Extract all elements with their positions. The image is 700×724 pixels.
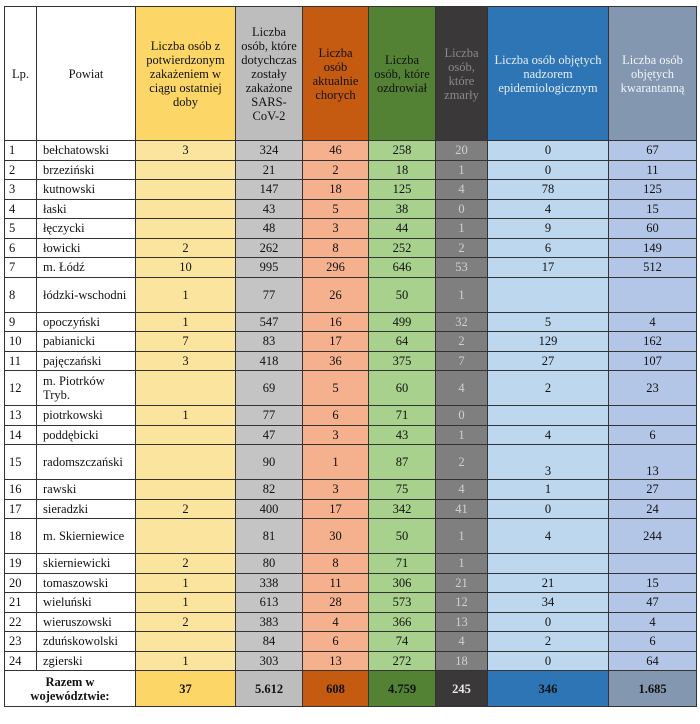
cell-lp: 10 xyxy=(5,332,37,352)
cell-active: 2 xyxy=(303,160,369,180)
cell-active: 17 xyxy=(303,332,369,352)
table-row xyxy=(5,160,697,180)
totals-row xyxy=(5,671,697,707)
cell-county: zduńskowolski xyxy=(37,632,136,652)
cell-supervised: 78 xyxy=(488,180,609,200)
cell-quarantined: 13 xyxy=(609,445,697,480)
cell-quarantined: 23 xyxy=(609,371,697,406)
cell-died: 1 xyxy=(436,554,488,574)
cell-county: radomszczański xyxy=(37,445,136,480)
table-row xyxy=(5,651,697,671)
cell-recovered: 375 xyxy=(369,351,436,371)
cell-died: 2 xyxy=(436,332,488,352)
table-row xyxy=(5,141,697,161)
cell-recovered: 71 xyxy=(369,554,436,574)
cell-confirmed: 1 xyxy=(136,406,236,426)
cell-county: bełchatowski xyxy=(37,141,136,161)
cell-total: 80 xyxy=(236,554,303,574)
header-lp: Lp. xyxy=(5,7,37,141)
cell-recovered: 43 xyxy=(369,425,436,445)
totals-recovered: 4.759 xyxy=(369,671,436,707)
cell-lp: 4 xyxy=(5,199,37,219)
cell-confirmed xyxy=(136,425,236,445)
table-row xyxy=(5,632,697,652)
cell-confirmed: 3 xyxy=(136,351,236,371)
cell-quarantined: 125 xyxy=(609,180,697,200)
cell-quarantined: 6 xyxy=(609,632,697,652)
cell-lp: 18 xyxy=(5,519,37,554)
table-row xyxy=(5,554,697,574)
table-row xyxy=(5,277,697,312)
cell-recovered: 272 xyxy=(369,651,436,671)
cell-quarantined: 4 xyxy=(609,312,697,332)
cell-died: 20 xyxy=(436,141,488,161)
totals-quarantined: 1.685 xyxy=(609,671,697,707)
cell-active: 3 xyxy=(303,480,369,500)
cell-confirmed: 3 xyxy=(136,141,236,161)
cell-lp: 1 xyxy=(5,141,37,161)
cell-lp: 21 xyxy=(5,593,37,613)
cell-quarantined: 6 xyxy=(609,425,697,445)
cell-recovered: 573 xyxy=(369,593,436,613)
cell-recovered: 125 xyxy=(369,180,436,200)
table-row xyxy=(5,445,697,480)
cell-lp: 6 xyxy=(5,238,37,258)
table-row xyxy=(5,238,697,258)
cell-confirmed xyxy=(136,180,236,200)
table-row xyxy=(5,258,697,278)
cell-active: 8 xyxy=(303,554,369,574)
cell-supervised: 4 xyxy=(488,519,609,554)
cell-confirmed: 2 xyxy=(136,499,236,519)
cell-confirmed: 1 xyxy=(136,277,236,312)
cell-died: 1 xyxy=(436,519,488,554)
header-recovered: Liczba osób, które ozdrowiał xyxy=(369,7,436,141)
cell-quarantined: 47 xyxy=(609,593,697,613)
cell-confirmed: 1 xyxy=(136,651,236,671)
cell-recovered: 258 xyxy=(369,141,436,161)
cell-supervised: 4 xyxy=(488,425,609,445)
cell-quarantined: 15 xyxy=(609,199,697,219)
cell-recovered: 38 xyxy=(369,199,436,219)
cell-died: 1 xyxy=(436,219,488,239)
cell-recovered: 366 xyxy=(369,612,436,632)
cell-active: 46 xyxy=(303,141,369,161)
cell-county: wieruszowski xyxy=(37,612,136,632)
cell-supervised xyxy=(488,406,609,426)
cell-lp: 17 xyxy=(5,499,37,519)
cell-county: pabianicki xyxy=(37,332,136,352)
table-row xyxy=(5,351,697,371)
cell-lp: 2 xyxy=(5,160,37,180)
cell-confirmed: 1 xyxy=(136,573,236,593)
cell-county: m. Skierniewice xyxy=(37,519,136,554)
cell-county: brzeziński xyxy=(37,160,136,180)
cell-total: 262 xyxy=(236,238,303,258)
cell-supervised: 17 xyxy=(488,258,609,278)
cell-died: 12 xyxy=(436,593,488,613)
cell-confirmed: 10 xyxy=(136,258,236,278)
cell-supervised: 5 xyxy=(488,312,609,332)
cell-active: 4 xyxy=(303,612,369,632)
cell-total: 21 xyxy=(236,160,303,180)
cell-quarantined: 107 xyxy=(609,351,697,371)
cell-supervised: 6 xyxy=(488,238,609,258)
cell-total: 43 xyxy=(236,199,303,219)
cell-lp: 9 xyxy=(5,312,37,332)
cell-supervised: 34 xyxy=(488,593,609,613)
cell-total: 547 xyxy=(236,312,303,332)
cell-county: łódzki-wschodni xyxy=(37,277,136,312)
cell-confirmed xyxy=(136,445,236,480)
cell-died: 1 xyxy=(436,160,488,180)
cell-active: 16 xyxy=(303,312,369,332)
covid-county-table xyxy=(4,6,697,707)
header-supervised: Liczba osób objętych nadzorem epidemiologicznym xyxy=(488,7,609,141)
cell-confirmed xyxy=(136,519,236,554)
cell-county: kutnowski xyxy=(37,180,136,200)
cell-supervised: 0 xyxy=(488,612,609,632)
cell-supervised xyxy=(488,277,609,312)
cell-died: 4 xyxy=(436,371,488,406)
cell-died: 13 xyxy=(436,612,488,632)
cell-confirmed: 1 xyxy=(136,593,236,613)
cell-supervised: 0 xyxy=(488,141,609,161)
cell-supervised xyxy=(488,554,609,574)
cell-confirmed: 2 xyxy=(136,612,236,632)
cell-total: 83 xyxy=(236,332,303,352)
cell-died: 18 xyxy=(436,651,488,671)
cell-confirmed xyxy=(136,480,236,500)
cell-recovered: 64 xyxy=(369,332,436,352)
cell-recovered: 50 xyxy=(369,519,436,554)
cell-confirmed: 1 xyxy=(136,312,236,332)
cell-quarantined: 149 xyxy=(609,238,697,258)
header-row xyxy=(5,7,697,141)
cell-lp: 8 xyxy=(5,277,37,312)
totals-died: 245 xyxy=(436,671,488,707)
cell-confirmed xyxy=(136,219,236,239)
cell-quarantined: 15 xyxy=(609,573,697,593)
cell-quarantined: 67 xyxy=(609,141,697,161)
cell-supervised: 0 xyxy=(488,160,609,180)
cell-county: skierniewicki xyxy=(37,554,136,574)
cell-recovered: 306 xyxy=(369,573,436,593)
table-row xyxy=(5,499,697,519)
cell-died: 1 xyxy=(436,277,488,312)
cell-total: 418 xyxy=(236,351,303,371)
table-row xyxy=(5,371,697,406)
header-active: Liczba osób aktualnie chorych xyxy=(303,7,369,141)
cell-active: 6 xyxy=(303,406,369,426)
cell-total: 84 xyxy=(236,632,303,652)
totals-active: 608 xyxy=(303,671,369,707)
cell-total: 147 xyxy=(236,180,303,200)
cell-died: 4 xyxy=(436,632,488,652)
cell-county: łęczycki xyxy=(37,219,136,239)
cell-active: 8 xyxy=(303,238,369,258)
table-row xyxy=(5,612,697,632)
cell-county: sieradzki xyxy=(37,499,136,519)
table-row xyxy=(5,425,697,445)
cell-active: 13 xyxy=(303,651,369,671)
cell-confirmed xyxy=(136,371,236,406)
cell-active: 17 xyxy=(303,499,369,519)
cell-total: 303 xyxy=(236,651,303,671)
cell-active: 6 xyxy=(303,632,369,652)
cell-supervised: 27 xyxy=(488,351,609,371)
cell-supervised: 2 xyxy=(488,371,609,406)
cell-total: 383 xyxy=(236,612,303,632)
totals-supervised: 346 xyxy=(488,671,609,707)
cell-quarantined: 512 xyxy=(609,258,697,278)
cell-county: rawski xyxy=(37,480,136,500)
table-row xyxy=(5,593,697,613)
cell-active: 5 xyxy=(303,199,369,219)
cell-recovered: 71 xyxy=(369,406,436,426)
cell-lp: 5 xyxy=(5,219,37,239)
cell-active: 1 xyxy=(303,445,369,480)
cell-recovered: 50 xyxy=(369,277,436,312)
cell-lp: 24 xyxy=(5,651,37,671)
cell-total: 81 xyxy=(236,519,303,554)
cell-supervised: 9 xyxy=(488,219,609,239)
cell-active: 3 xyxy=(303,425,369,445)
cell-county: łowicki xyxy=(37,238,136,258)
cell-lp: 19 xyxy=(5,554,37,574)
cell-died: 32 xyxy=(436,312,488,332)
cell-active: 296 xyxy=(303,258,369,278)
cell-quarantined xyxy=(609,406,697,426)
cell-total: 69 xyxy=(236,371,303,406)
cell-county: wieluński xyxy=(37,593,136,613)
cell-total: 338 xyxy=(236,573,303,593)
cell-died: 21 xyxy=(436,573,488,593)
cell-lp: 22 xyxy=(5,612,37,632)
table-row xyxy=(5,219,697,239)
cell-active: 3 xyxy=(303,219,369,239)
cell-recovered: 60 xyxy=(369,371,436,406)
cell-recovered: 342 xyxy=(369,499,436,519)
table-row xyxy=(5,180,697,200)
cell-lp: 12 xyxy=(5,371,37,406)
cell-confirmed xyxy=(136,160,236,180)
cell-county: m. Łódź xyxy=(37,258,136,278)
cell-quarantined: 162 xyxy=(609,332,697,352)
cell-total: 995 xyxy=(236,258,303,278)
cell-supervised: 1 xyxy=(488,480,609,500)
header-county: Powiat xyxy=(37,7,136,141)
cell-quarantined: 11 xyxy=(609,160,697,180)
cell-supervised: 129 xyxy=(488,332,609,352)
totals-label: Razem w województwie: xyxy=(5,671,136,707)
cell-supervised: 0 xyxy=(488,651,609,671)
cell-quarantined: 64 xyxy=(609,651,697,671)
cell-county: tomaszowski xyxy=(37,573,136,593)
cell-supervised: 2 xyxy=(488,632,609,652)
cell-lp: 13 xyxy=(5,406,37,426)
cell-quarantined: 60 xyxy=(609,219,697,239)
cell-active: 18 xyxy=(303,180,369,200)
cell-lp: 14 xyxy=(5,425,37,445)
header-quarantined: Liczba osób objętych kwarantanną xyxy=(609,7,697,141)
cell-total: 77 xyxy=(236,277,303,312)
header-confirmed: Liczba osób z potwierdzonym zakażeniem w ciągu ostatniej doby xyxy=(136,7,236,141)
cell-supervised: 21 xyxy=(488,573,609,593)
cell-total: 48 xyxy=(236,219,303,239)
cell-lp: 7 xyxy=(5,258,37,278)
cell-confirmed xyxy=(136,199,236,219)
cell-recovered: 44 xyxy=(369,219,436,239)
cell-recovered: 252 xyxy=(369,238,436,258)
cell-lp: 20 xyxy=(5,573,37,593)
table-row xyxy=(5,406,697,426)
cell-died: 4 xyxy=(436,480,488,500)
cell-quarantined xyxy=(609,554,697,574)
header-total: Liczba osób, które dotychczas zostały zakażone SARS-CoV-2 xyxy=(236,7,303,141)
cell-active: 26 xyxy=(303,277,369,312)
cell-active: 30 xyxy=(303,519,369,554)
cell-county: piotrkowski xyxy=(37,406,136,426)
cell-lp: 16 xyxy=(5,480,37,500)
cell-active: 5 xyxy=(303,371,369,406)
cell-county: łaski xyxy=(37,199,136,219)
cell-died: 53 xyxy=(436,258,488,278)
table-row xyxy=(5,573,697,593)
table-row xyxy=(5,519,697,554)
cell-died: 4 xyxy=(436,180,488,200)
cell-recovered: 18 xyxy=(369,160,436,180)
cell-died: 2 xyxy=(436,238,488,258)
cell-quarantined: 244 xyxy=(609,519,697,554)
cell-recovered: 75 xyxy=(369,480,436,500)
cell-county: poddębicki xyxy=(37,425,136,445)
cell-county: opoczyński xyxy=(37,312,136,332)
cell-lp: 11 xyxy=(5,351,37,371)
cell-active: 11 xyxy=(303,573,369,593)
totals-total: 5.612 xyxy=(236,671,303,707)
cell-county: zgierski xyxy=(37,651,136,671)
cell-quarantined xyxy=(609,277,697,312)
cell-quarantined: 24 xyxy=(609,499,697,519)
cell-county: pajęczański xyxy=(37,351,136,371)
cell-recovered: 74 xyxy=(369,632,436,652)
cell-confirmed: 2 xyxy=(136,554,236,574)
table-body xyxy=(5,141,697,671)
cell-total: 77 xyxy=(236,406,303,426)
cell-died: 0 xyxy=(436,406,488,426)
cell-confirmed xyxy=(136,632,236,652)
cell-died: 41 xyxy=(436,499,488,519)
table-row xyxy=(5,199,697,219)
cell-died: 0 xyxy=(436,199,488,219)
cell-supervised: 4 xyxy=(488,199,609,219)
cell-total: 400 xyxy=(236,499,303,519)
cell-total: 90 xyxy=(236,445,303,480)
cell-lp: 23 xyxy=(5,632,37,652)
cell-recovered: 646 xyxy=(369,258,436,278)
table-row xyxy=(5,312,697,332)
cell-died: 2 xyxy=(436,445,488,480)
header-died: Liczba osób, które zmarły xyxy=(436,7,488,141)
cell-quarantined: 27 xyxy=(609,480,697,500)
cell-died: 1 xyxy=(436,425,488,445)
cell-supervised: 3 xyxy=(488,445,609,480)
cell-confirmed: 2 xyxy=(136,238,236,258)
table-row xyxy=(5,332,697,352)
cell-recovered: 499 xyxy=(369,312,436,332)
cell-died: 7 xyxy=(436,351,488,371)
cell-lp: 3 xyxy=(5,180,37,200)
cell-total: 82 xyxy=(236,480,303,500)
cell-total: 324 xyxy=(236,141,303,161)
cell-confirmed: 7 xyxy=(136,332,236,352)
cell-supervised: 0 xyxy=(488,499,609,519)
cell-active: 36 xyxy=(303,351,369,371)
cell-county: m. Piotrków Tryb. xyxy=(37,371,136,406)
cell-total: 613 xyxy=(236,593,303,613)
cell-lp: 15 xyxy=(5,445,37,480)
cell-total: 47 xyxy=(236,425,303,445)
cell-active: 28 xyxy=(303,593,369,613)
cell-quarantined: 4 xyxy=(609,612,697,632)
cell-recovered: 87 xyxy=(369,445,436,480)
totals-confirmed: 37 xyxy=(136,671,236,707)
table-row xyxy=(5,480,697,500)
